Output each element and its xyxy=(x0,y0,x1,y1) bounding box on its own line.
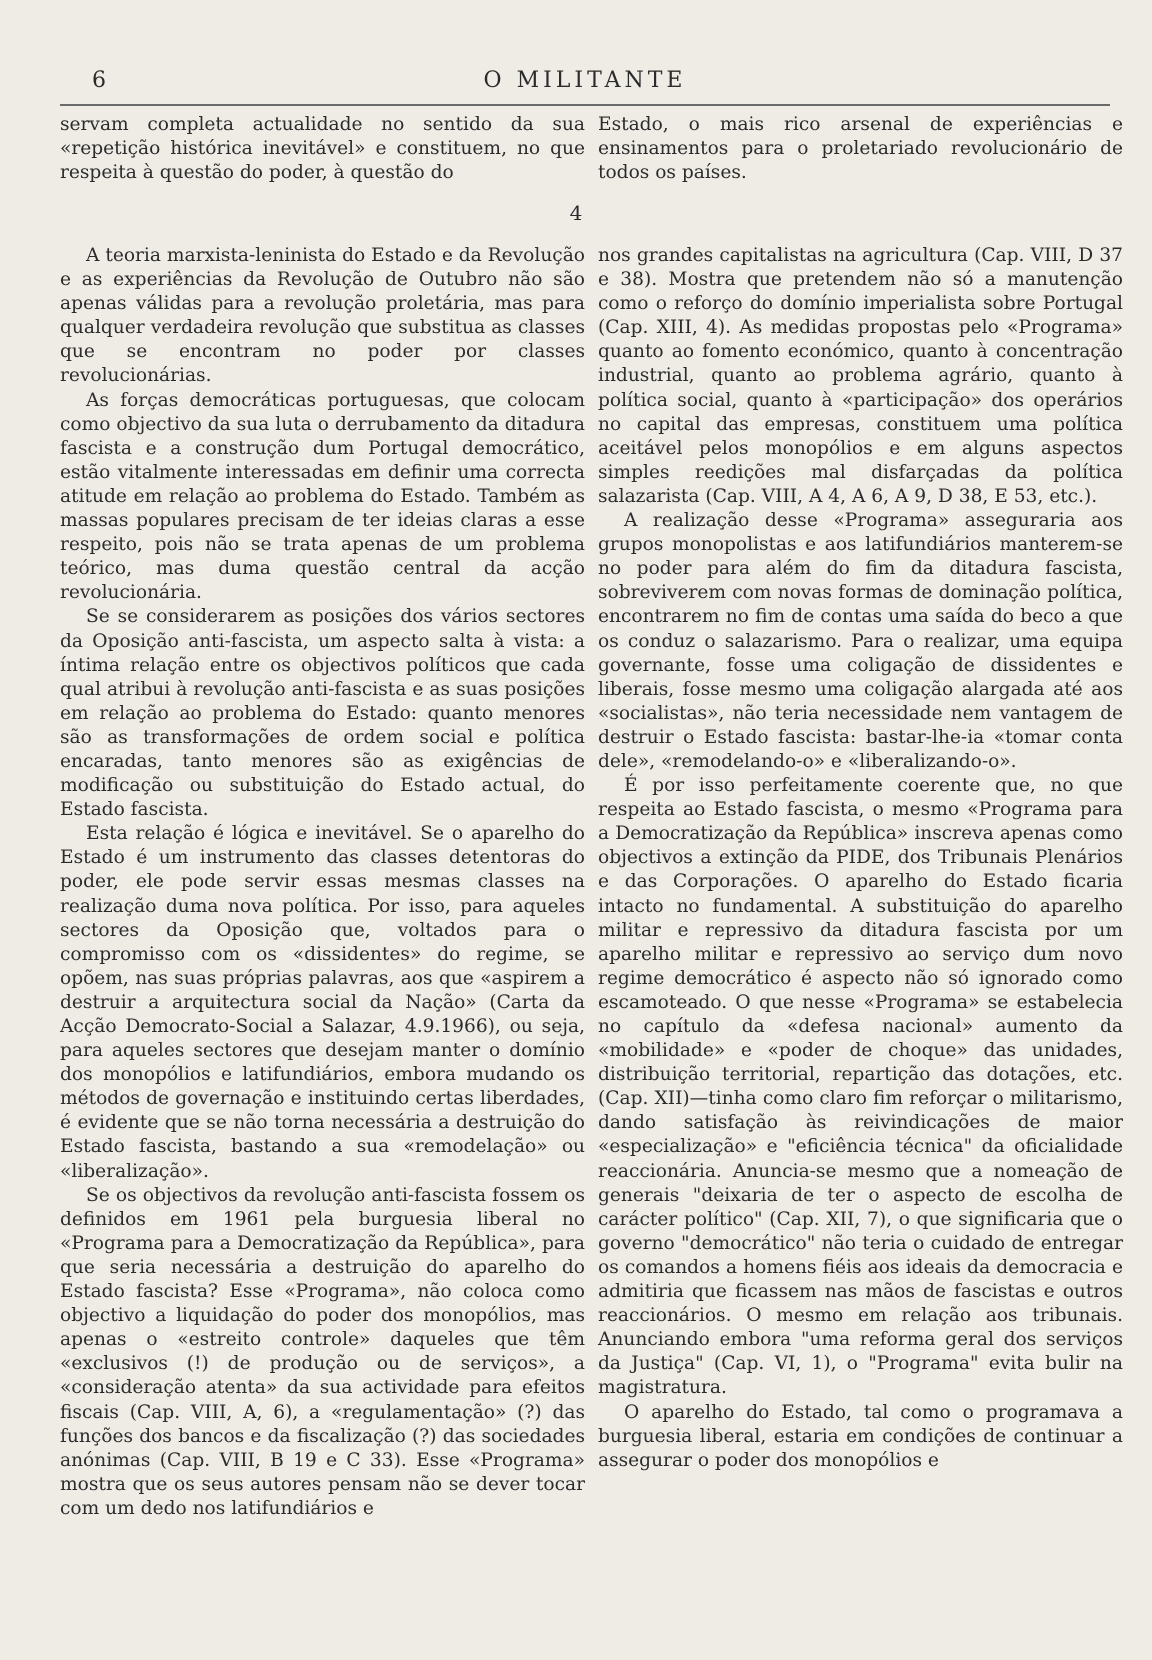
header-rule xyxy=(60,104,1110,106)
paragraph: nos grandes capitalistas na agricultura (Cap. VIII, D 37 e 38). Mostra que pretendem não só a manutenção como o reforço do domínio imperialista sobre Portugal (Cap. XIII, 4). As medidas propostas pelo «Programa» quanto ao fomento económico, quanto à concentração industrial, quanto ao problema agrário, quanto à política social, quanto à «participação» dos operários no capital das empresas, constituem uma política aceitável pelos monopólios e em alguns aspectos simples reedições mal disfarçadas da política salazarista (Cap. VIII, A 4, A 6, A 9, D 38, E 53, etc.). xyxy=(598,245,1123,507)
page-header xyxy=(60,66,1110,106)
paragraph: A teoria marxista-leninista do Estado e da Revolução e as experiências da Revolução de Outubro não são apenas válidas para a revolução proletária, mas para qualquer verdadeira revolução que substitua as classes que se encontram no poder por classes revolucionárias. xyxy=(60,245,585,387)
left-column xyxy=(60,244,585,1521)
top-right-column xyxy=(598,113,1123,185)
top-left-column xyxy=(60,113,585,185)
paragraph: Esta relação é lógica e inevitável. Se o aparelho do Estado é um instrumento das classes detentoras do poder, ele pode servir essas mesmas classes na realização duma nova política. Por isso, para aqueles sectores da Oposição que, voltados para o compromisso com os «dissidentes» do regime, se opõem, nas suas próprias palavras, aos que «aspirem a destruir a arquitectura social da Nação» (Carta da Acção Democrato-Social a Salazar, 4.9.1966), ou seja, para aqueles sectores que desejam manter o domínio dos monopólios e latifundiários, embora mudando os métodos de governação e instituindo certas liberdades, é evidente que se não torna necessária a destruição do Estado fascista, bastando a sua «remodelação» ou «liberalização». xyxy=(60,823,585,1182)
page-number: 6 xyxy=(92,68,106,93)
paragraph: Se os objectivos da revolução anti-fascista fossem os definidos em 1961 pela burguesia liberal no «Programa para a Democratização da República», para que seria necessária a destruição do aparelho do Estado fascista? Esse «Programa», não coloca como objectivo a liquidação do poder dos monopólios, mas apenas o «estreito controle» daqueles que têm «exclusivos (!) de produção ou de serviços», a «consideração atenta» da sua actividade para efeitos fiscais (Cap. VIII, A, 6), a «regulamentação» (?) das funções dos bancos e da fiscalização (?) das sociedades anónimas (Cap. VIII, B 19 e C 33). Esse «Programa» mostra que os seus autores pensam não se dever tocar com um dedo nos latifundiários e xyxy=(60,1184,585,1519)
paragraph: servam completa actualidade no sentido da sua «repetição histórica inevitável» e constituem, no que respeita à questão do poder, à questão do xyxy=(60,114,585,184)
paragraph: Estado, o mais rico arsenal de experiências e ensinamentos para o proletariado revolucionário de todos os países. xyxy=(598,114,1123,184)
right-column xyxy=(598,244,1123,1473)
paragraph: As forças democráticas portuguesas, que colocam como objectivo da sua luta o derrubamento da ditadura fascista e a construção dum Portugal democrático, estão vitalmente interessadas em definir uma correcta atitude em relação ao problema do Estado. Também as massas populares precisam de ter ideias claras a esse respeito, pois não se trata apenas de um problema teórico, mas duma questão central da acção revolucionária. xyxy=(60,389,585,604)
paragraph: É por isso perfeitamente coerente que, no que respeita ao Estado fascista, o mesmo «Programa para a Democratização da República» inscreva apenas como objectivos a extinção da PIDE, dos Tribunais Plenários e das Corporações. O aparelho do Estado ficaria intacto no fundamental. A substituição do aparelho militar e repressivo da ditadura fascista por um aparelho militar e repressivo ao serviço dum novo regime democrático é aspecto não só ignorado como escamoteado. O que nesse «Programa» se estabelecia no capítulo da «defesa nacional» aumento da «mobilidade» e «poder de choque» das unidades, distribuição territorial, repartição das dotações, etc. (Cap. XII)—tinha como claro fim reforçar o militarismo, dando satisfação às reivindicações de maior «especialização» e "eficiência técnica" da oficialidade reaccionária. Anuncia-se mesmo que a nomeação de generais "deixaria de ter o aspecto de escolha de carácter político" (Cap. XII, 7), o que significaria que o governo "democrático" não teria o cuidado de entregar os comandos a homens fiéis aos ideais da democracia e admitiria que ficassem nas mãos de fascistas e outros reaccionários. O mesmo em relação aos tribunais. Anunciando embora "uma reforma geral dos serviços da Justiça" (Cap. VI, 1), o "Programa" evita bulir na magistratura. xyxy=(598,775,1123,1399)
paragraph: A realização desse «Programa» asseguraria aos grupos monopolistas e aos latifundiários manterem-se no poder para além do fim da ditadura fascista, sobreviverem com novas formas de dominação política, encontrarem no fim de contas uma saída do beco a que os conduz o salazarismo. Para o realizar, uma equipa governante, fosse uma coligação de dissidentes e liberais, fosse mesmo uma coligação alargada até aos «socialistas», não teria necessidade nem vantagem de destruir o Estado fascista: bastar-lhe-ia «tomar conta dele», «remodelando-o» e «liberalizando-o». xyxy=(598,510,1123,772)
paragraph: O aparelho do Estado, tal como o programava a burguesia liberal, estaria em condições de continuar a assegurar o poder dos monopólios e xyxy=(598,1401,1123,1471)
publication-title: O MILITANTE xyxy=(483,68,687,93)
paragraph: Se se considerarem as posições dos vários sectores da Oposição anti-fascista, um aspecto salta à vista: a íntima relação entre os objectivos políticos que cada qual atribui à revolução anti-fascista e as suas posições em relação ao problema do Estado: quanto menores são as transformações de ordem social e política encaradas, tanto menores são as exigências de modificação ou substituição do Estado actual, do Estado fascista. xyxy=(60,606,585,821)
section-marker: 4 xyxy=(569,201,583,225)
